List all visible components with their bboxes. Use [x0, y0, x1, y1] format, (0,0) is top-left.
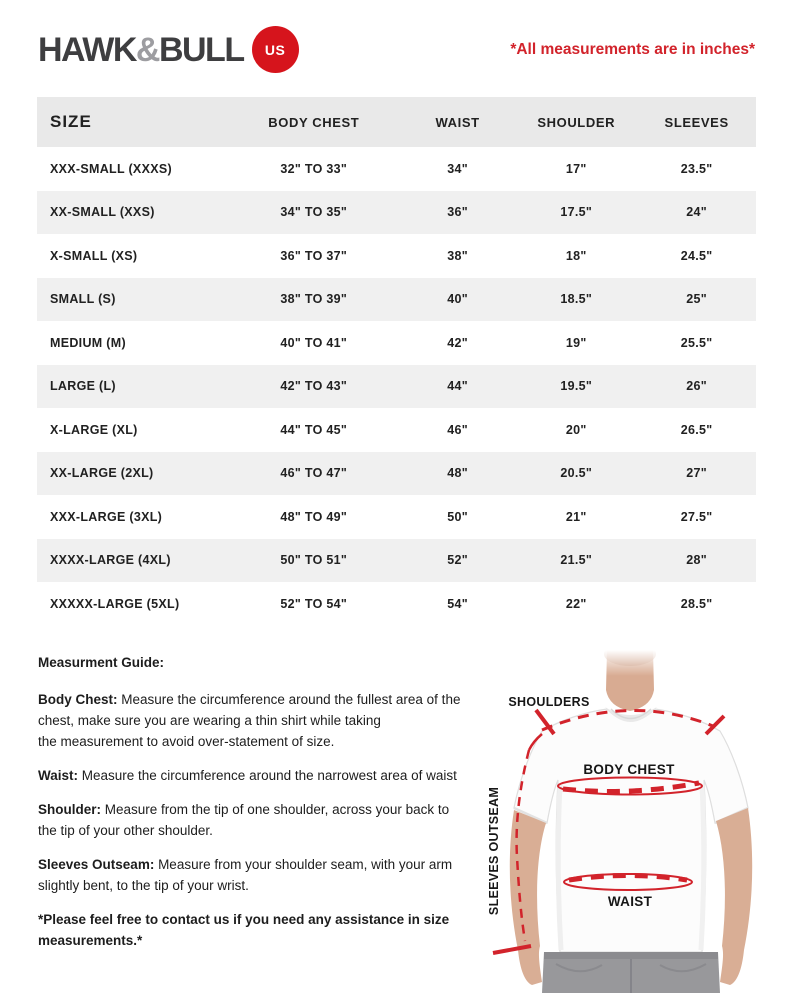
guide-footnote — [38, 909, 508, 951]
guide-waist-line1: Measure the circumference around the narrowest area of waist — [78, 768, 457, 783]
measure-value-cell: 40" — [447, 292, 468, 307]
guide-sleeves-outseam — [38, 854, 508, 896]
size-table-body — [37, 147, 756, 626]
measurement-guide — [38, 652, 508, 964]
measure-value-cell: 19.5" — [560, 379, 593, 394]
measure-value-cell: 38" TO 39" — [280, 292, 348, 307]
brand-word2: BULL — [158, 30, 244, 69]
measure-value-cell: 50" — [447, 509, 468, 524]
size-chart-table — [37, 97, 756, 626]
guide-body-chest-line3: the measurement to avoid over-statement of size. — [38, 734, 335, 749]
measure-value-cell: 52" — [447, 553, 468, 568]
measure-value-cell: 54" — [447, 596, 468, 611]
column-header-shoulder: SHOULDER — [537, 114, 616, 130]
guide-body-chest-line2: chest, make sure you are wearing a thin shirt while taking — [38, 713, 381, 728]
measurements-note: *All measurements are in inches* — [510, 41, 755, 58]
size-label-cell: XX-SMALL (XXS) — [50, 205, 155, 220]
size-label-cell: XXXXX-LARGE (5XL) — [50, 596, 180, 611]
guide-footnote-line1: *Please feel free to contact us if you need any assistance in size — [38, 912, 450, 927]
brand-ampersand: & — [135, 30, 159, 69]
table-row — [37, 147, 756, 191]
measure-value-cell: 44" TO 45" — [280, 422, 348, 437]
measure-value-cell: 46" TO 47" — [280, 466, 348, 481]
brand-wordmark — [38, 30, 244, 69]
measure-value-cell: 36" TO 37" — [280, 248, 348, 263]
guide-body-chest-label: Body Chest: — [38, 692, 118, 707]
guide-shoulder-line2: the tip of your other shoulder. — [38, 823, 213, 838]
column-header-body-chest: BODY CHEST — [268, 114, 360, 130]
size-label-cell: X-LARGE (XL) — [50, 422, 138, 437]
size-label-cell: XXX-SMALL (XXXS) — [50, 161, 172, 176]
measure-value-cell: 17.5" — [560, 205, 593, 220]
guide-body-chest — [38, 689, 508, 752]
measure-value-cell: 25.5" — [680, 335, 713, 350]
table-row — [37, 452, 756, 496]
column-header-waist: WAIST — [435, 114, 480, 130]
measure-value-cell: 28" — [686, 553, 707, 568]
measure-value-cell: 20" — [565, 422, 587, 437]
table-row — [37, 582, 756, 626]
tshirt-diagram-svg — [480, 650, 794, 993]
table-row — [37, 539, 756, 583]
body-chest-label: BODY CHEST — [583, 762, 675, 777]
measure-value-cell: 48" — [447, 466, 468, 481]
size-label-cell: SMALL (S) — [50, 292, 116, 307]
size-label-cell: LARGE (L) — [50, 379, 116, 394]
measure-value-cell: 17" — [565, 161, 587, 176]
shoulders-label: SHOULDERS — [508, 695, 590, 709]
measure-value-cell: 50" TO 51" — [280, 553, 348, 568]
measure-value-cell: 34" — [447, 161, 468, 176]
size-label-cell: X-SMALL (XS) — [50, 248, 138, 263]
guide-shoulder-label: Shoulder: — [38, 802, 101, 817]
guide-waist — [38, 765, 508, 786]
guide-sleeves-line1: Measure from your shoulder seam, with your arm — [154, 857, 453, 872]
guide-body-chest-line1: Measure the circumference around the fullest area of the — [117, 692, 461, 707]
measure-value-cell: 19" — [565, 335, 587, 350]
column-header-size: SIZE — [50, 112, 92, 131]
measure-value-cell: 18" — [565, 248, 587, 263]
measure-value-cell: 38" — [447, 248, 468, 263]
guide-shoulder-line1: Measure from the tip of one shoulder, across your back to — [101, 802, 450, 817]
measure-value-cell: 23.5" — [680, 161, 713, 176]
table-row — [37, 495, 756, 539]
tshirt-measurement-diagram — [480, 650, 794, 993]
guide-shoulder — [38, 799, 508, 841]
brand-word1: HAWK — [38, 30, 136, 69]
size-label-cell: XXXX-LARGE (4XL) — [50, 553, 171, 568]
size-label-cell: XXX-LARGE (3XL) — [50, 509, 163, 524]
measure-value-cell: 40" TO 41" — [280, 335, 348, 350]
measure-value-cell: 32" TO 33" — [280, 161, 348, 176]
measure-value-cell: 21" — [565, 509, 587, 524]
measure-value-cell: 42" TO 43" — [280, 379, 348, 394]
measure-value-cell: 22" — [565, 596, 587, 611]
table-row — [37, 408, 756, 452]
measure-value-cell: 27.5" — [680, 509, 713, 524]
table-row — [37, 321, 756, 365]
guide-footnote-line2: measurements.* — [38, 933, 143, 948]
measure-value-cell: 34" TO 35" — [280, 205, 348, 220]
measure-value-cell: 24.5" — [680, 248, 713, 263]
measure-value-cell: 42" — [447, 335, 468, 350]
measure-value-cell: 18.5" — [560, 292, 593, 307]
measure-value-cell: 28.5" — [680, 596, 713, 611]
measure-value-cell: 48" TO 49" — [280, 509, 348, 524]
guide-title: Measurment Guide: — [38, 655, 165, 670]
measure-value-cell: 21.5" — [560, 553, 593, 568]
brand-logo — [38, 26, 299, 73]
guide-sleeves-label: Sleeves Outseam: — [38, 857, 155, 872]
measure-value-cell: 26.5" — [680, 422, 713, 437]
column-header-sleeves: SLEEVES — [664, 114, 729, 130]
size-label-cell: XX-LARGE (2XL) — [50, 466, 154, 481]
table-row — [37, 278, 756, 322]
table-row — [37, 365, 756, 409]
measure-value-cell: 25" — [686, 292, 707, 307]
size-label-cell: MEDIUM (M) — [50, 335, 126, 350]
guide-sleeves-line2: slightly bent, to the tip of your wrist. — [38, 878, 249, 893]
measure-value-cell: 26" — [686, 379, 707, 394]
measure-value-cell: 24" — [686, 205, 707, 220]
table-row — [37, 191, 756, 235]
measure-value-cell: 27" — [686, 466, 707, 481]
measure-value-cell: 36" — [447, 205, 468, 220]
guide-waist-label: Waist: — [38, 768, 78, 783]
waist-label: WAIST — [607, 894, 653, 909]
measure-value-cell: 46" — [447, 422, 468, 437]
table-header-row — [37, 97, 756, 147]
table-row — [37, 234, 756, 278]
measure-value-cell: 20.5" — [560, 466, 593, 481]
measure-value-cell: 44" — [447, 379, 468, 394]
us-badge: US — [252, 26, 299, 73]
measure-value-cell: 52" TO 54" — [280, 596, 348, 611]
sleeves-outseam-label: SLEEVES OUTSEAM — [487, 786, 501, 916]
